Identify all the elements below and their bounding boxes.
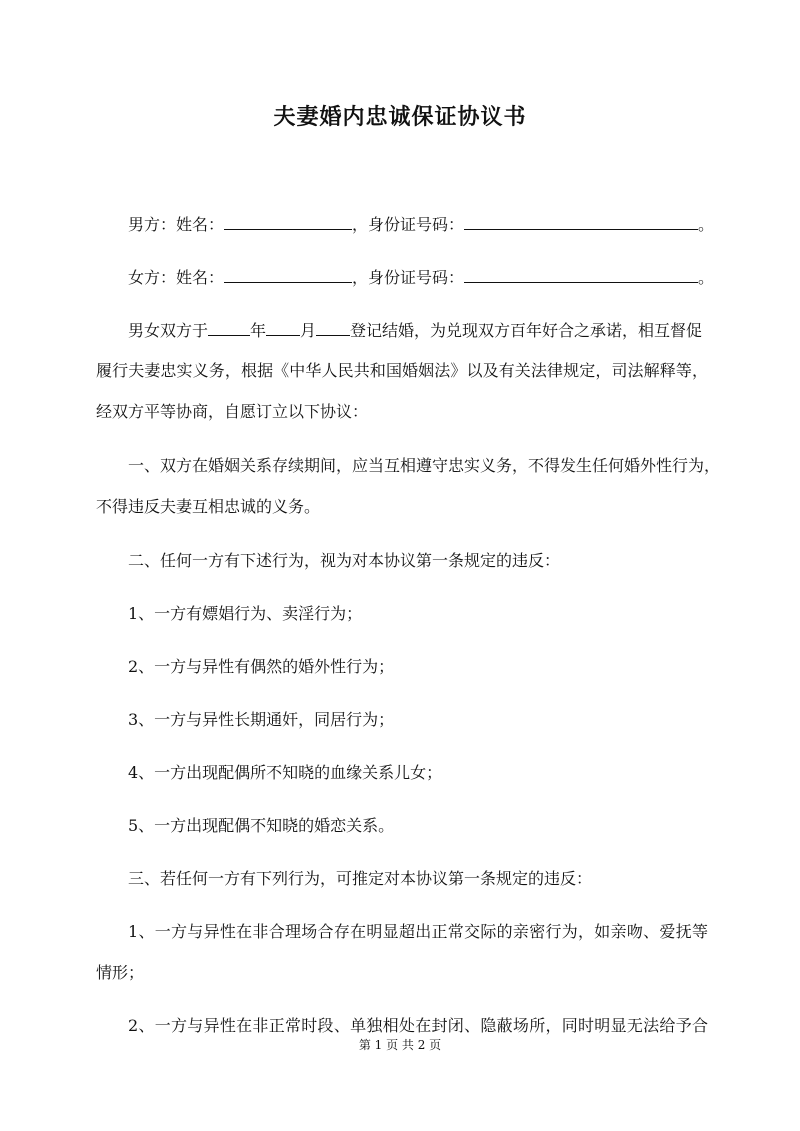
clause3-item2-line-1: 2、一方与异性在非正常时段、单独相处在封闭、隐蔽场所，同时明显无法给予合 [128, 1016, 708, 1035]
day-blank [316, 318, 350, 336]
wife-id-blank [464, 265, 698, 283]
clause2-item-1: 1、一方有嫖娼行为、卖淫行为； [128, 604, 363, 623]
husband-line-end: 。 [698, 215, 715, 234]
husband-name-blank [224, 212, 352, 230]
clause2-heading: 二、任何一方有下述行为，视为对本协议第一条规定的违反： [128, 551, 561, 570]
preamble-start: 男女双方于 [128, 321, 209, 340]
document-title: 夫妻婚内忠诚保证协议书 [273, 105, 527, 130]
preamble-line-2: 履行夫妻忠实义务，根据《中华人民共和国婚姻法》以及有关法律规定，司法解释等， [96, 361, 708, 380]
month-blank [266, 318, 300, 336]
wife-name-blank [224, 265, 352, 283]
wife-line-end: 。 [698, 268, 715, 287]
husband-info-line [128, 212, 715, 237]
husband-id-blank [464, 212, 698, 230]
clause3-heading: 三、若任何一方有下列行为，可推定对本协议第一条规定的违反： [128, 869, 593, 888]
wife-id-label: ，身份证号码： [352, 268, 465, 287]
clause2-item-5: 5、一方出现配偶不知晓的婚恋关系。 [128, 816, 395, 835]
clause1-line-1: 一、双方在婚姻关系存续期间，应当互相遵守忠实义务，不得发生任何婚外性行为， [128, 456, 721, 475]
page-number-footer: 第 1 页 共 2 页 [358, 1038, 442, 1052]
clause2-item-4: 4、一方出现配偶所不知晓的血缘关系儿女； [128, 763, 443, 782]
preamble-line-3: 经双方平等协商，自愿订立以下协议： [96, 402, 369, 421]
husband-name-label: 男方：姓名： [128, 215, 225, 234]
husband-id-label: ，身份证号码： [352, 215, 465, 234]
preamble-line-1 [128, 318, 708, 343]
month-label: 月 [300, 321, 317, 340]
clause3-item1-line-1: 1、一方与异性在非合理场合存在明显超出正常交际的亲密行为，如亲吻、爱抚等 [128, 922, 708, 941]
year-blank [208, 318, 250, 336]
year-label: 年 [250, 321, 267, 340]
clause3-item1-line-2: 情形； [96, 963, 145, 982]
clause2-item-3: 3、一方与异性长期通奸，同居行为； [128, 710, 395, 729]
clause1-line-2: 不得违反夫妻互相忠诚的义务。 [96, 497, 321, 516]
preamble-continued: 登记结婚，为兑现双方百年好合之承诺，相互督促 [350, 321, 703, 340]
clause2-item-2: 2、一方与异性有偶然的婚外性行为； [128, 657, 395, 676]
wife-name-label: 女方：姓名： [128, 268, 225, 287]
wife-info-line [128, 265, 715, 290]
